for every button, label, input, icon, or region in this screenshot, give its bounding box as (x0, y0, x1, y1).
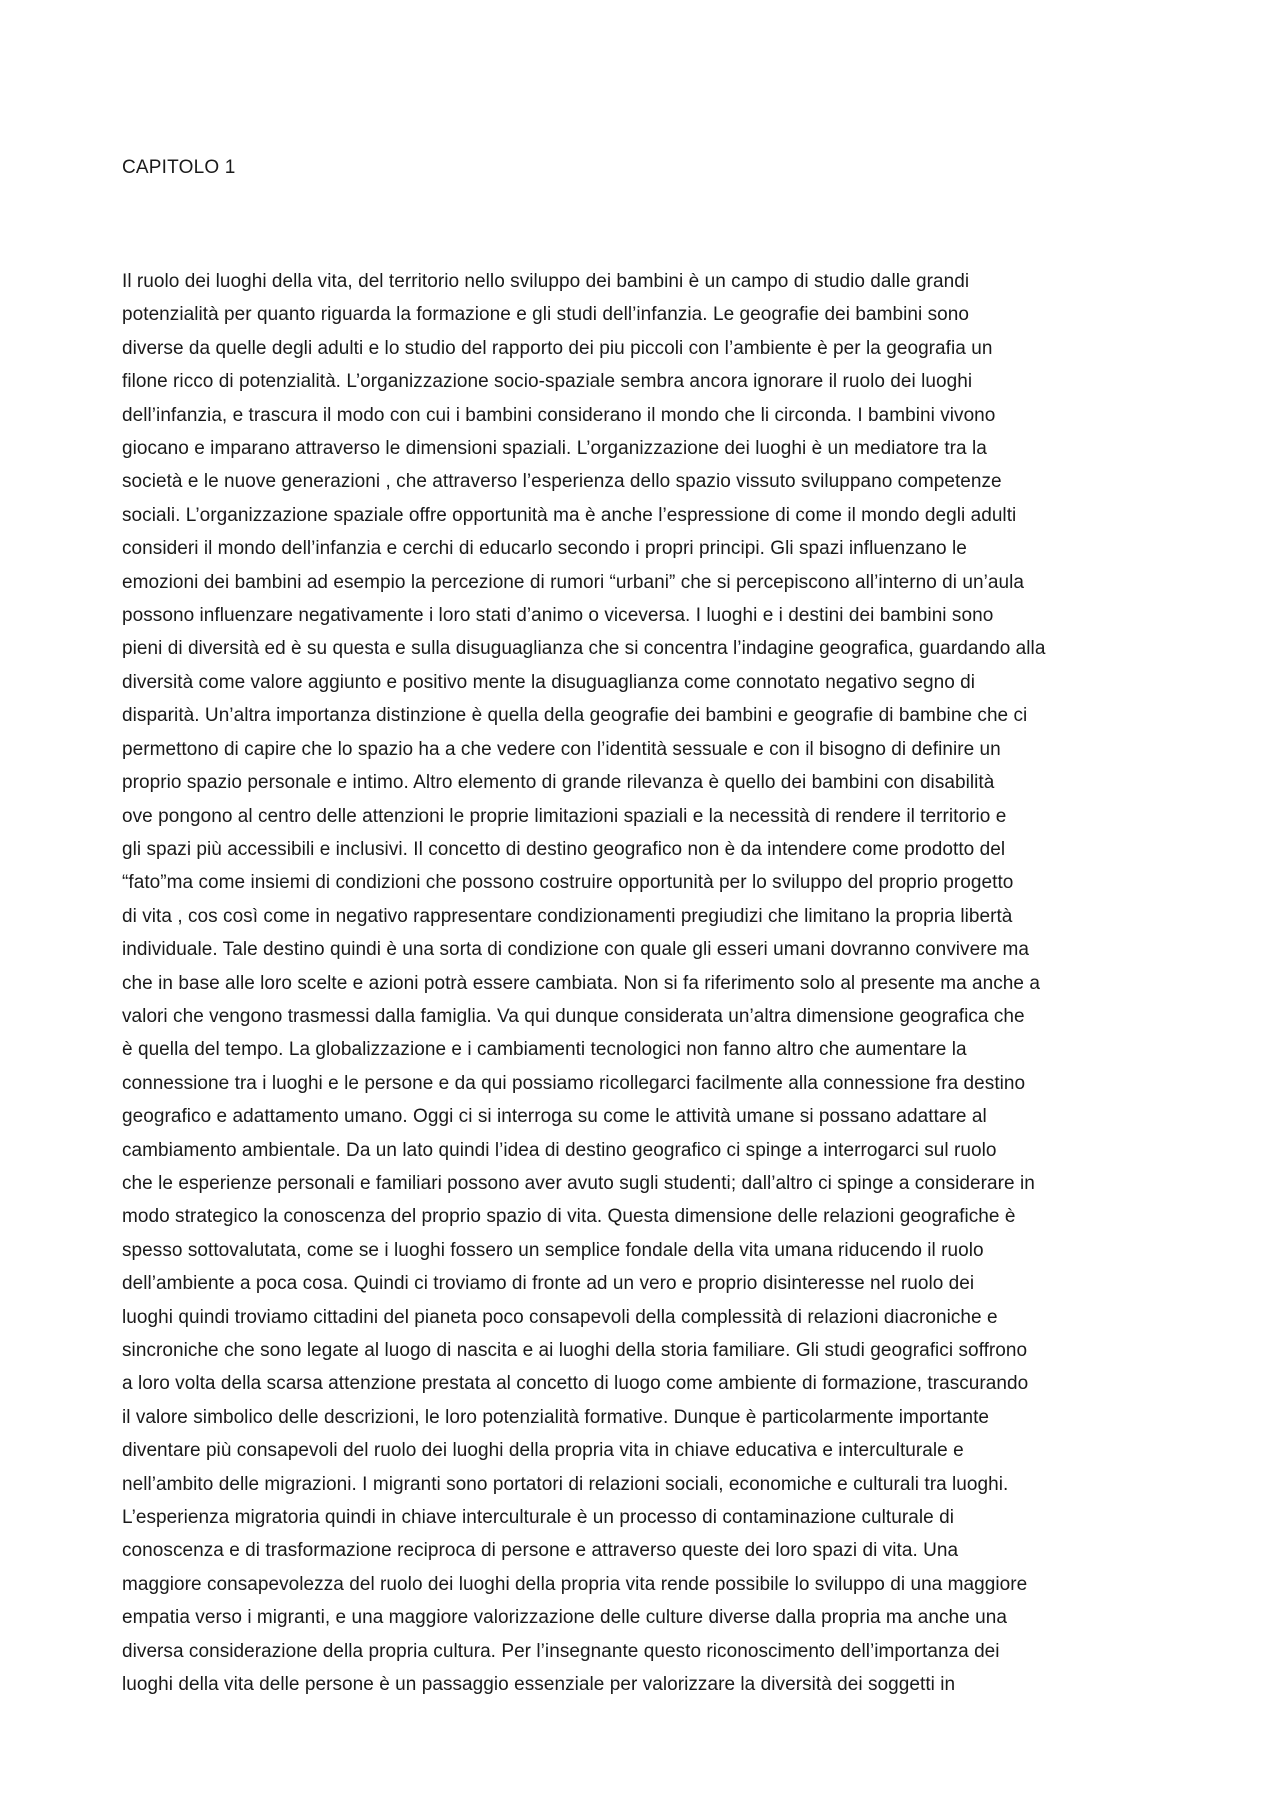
text-line: diventare più consapevoli del ruolo dei luoghi della propria vita in chiave educativa e interculturale e (122, 1440, 964, 1462)
text-line: sincroniche che sono legate al luogo di nascita e ai luoghi della storia familiare. Gli studi geografici soffrono (122, 1340, 1028, 1361)
text-line: che le esperienze personali e familiari possono aver avuto sugli studenti; dall’altro ci spinge a considerare in (122, 1172, 1035, 1194)
text-line: diverse da quelle degli adulti e lo studio del rapporto dei piu piccoli con l’ambiente è per la geografia un (122, 337, 993, 359)
body-paragraph (122, 265, 1174, 1701)
text-line: permettono di capire che lo spazio ha a che vedere con l’identità sessuale e con il bisogno di definire un (122, 738, 1001, 760)
text-line: luoghi della vita delle persone è un passaggio essenziale per valorizzare la diversità dei soggetti in (122, 1674, 956, 1696)
text-line: ove pongono al centro delle attenzioni le proprie limitazioni spaziali e la necessità di rendere il territorio e (122, 805, 1007, 827)
text-line: conoscenza e di trasformazione reciproca di persone e attraverso queste dei loro spazi di vita. Una (122, 1540, 959, 1562)
text-line: cambiamento ambientale. Da un lato quindi l’idea di destino geografico ci spinge a interrogarci sul ruolo (122, 1139, 997, 1161)
text-line: società e le nuove generazioni , che attraverso l’esperienza dello spazio vissuto sviluppano competenze (122, 471, 1002, 493)
text-line: valori che vengono trasmessi dalla famiglia. Va qui dunque considerata un’altra dimensione geografica che (122, 1005, 1025, 1027)
text-line: gli spazi più accessibili e inclusivi. Il concetto di destino geografico non è da intendere come prodotto del (122, 838, 1006, 860)
text-line: potenzialità per quanto riguarda la formazione e gli studi dell’infanzia. Le geografie dei bambini sono (122, 304, 969, 326)
text-line: dell’ambiente a poca cosa. Quindi ci troviamo di fronte ad un vero e proprio disinteresse nel ruolo dei (122, 1273, 975, 1295)
text-line: giocano e imparano attraverso le dimensioni spaziali. L’organizzazione dei luoghi è un mediatore tra la (122, 438, 987, 460)
text-line: proprio spazio personale e intimo. Altro elemento di grande rilevanza è quello dei bambini con disabilità (122, 772, 995, 794)
text-line: consideri il mondo dell’infanzia e cerchi di educarlo secondo i propri principi. Gli spazi influenzano le (122, 538, 967, 560)
text-line: spesso sottovalutata, come se i luoghi fossero un semplice fondale della vita umana riducendo il ruolo (122, 1239, 984, 1261)
text-line: filone ricco di potenzialità. L’organizzazione socio-spaziale sembra ancora ignorare il ruolo dei luoghi (122, 371, 973, 393)
text-line: “fato”ma come insiemi di condizioni che possono costruire opportunità per lo sviluppo del proprio progetto (122, 872, 1014, 894)
text-line: modo strategico la conoscenza del proprio spazio di vita. Questa dimensione delle relazioni geografiche è (122, 1206, 1016, 1228)
text-line: disparità. Un’altra importanza distinzione è quella della geografie dei bambini e geografie di bambine che ci (122, 705, 1028, 727)
text-line: L’esperienza migratoria quindi in chiave interculturale è un processo di contaminazione culturale di (122, 1507, 954, 1529)
chapter-title: CAPITOLO 1 (122, 157, 236, 178)
text-line: possono influenzare negativamente i loro stati d’animo o viceversa. I luoghi e i destini dei bambini sono (122, 605, 994, 627)
text-line: a loro volta della scarsa attenzione prestata al concetto di luogo come ambiente di formazione, trascurando (122, 1373, 1029, 1395)
text-line: nell’ambito delle migrazioni. I migranti sono portatori di relazioni sociali, economiche e culturali tra luoghi. (122, 1473, 1009, 1495)
text-line: pieni di diversità ed è su questa e sulla disuguaglianza che si concentra l’indagine geografica, guardando alla (122, 638, 1046, 660)
text-line: che in base alle loro scelte e azioni potrà essere cambiata. Non si fa riferimento solo al presente ma anche a (122, 972, 1040, 994)
text-line: Il ruolo dei luoghi della vita, del territorio nello sviluppo dei bambini è un campo di studio dalle grandi (122, 271, 970, 292)
text-line: luoghi quindi troviamo cittadini del pianeta poco consapevoli della complessità di relazioni diacroniche e (122, 1306, 998, 1328)
text-line: emozioni dei bambini ad esempio la percezione di rumori “urbani” che si percepiscono all’interno di un’aula (122, 571, 1025, 593)
text-line: empatia verso i migranti, e una maggiore valorizzazione delle culture diverse dalla propria ma anche una (122, 1607, 1007, 1629)
text-line: maggiore consapevolezza del ruolo dei luoghi della propria vita rende possibile lo sviluppo di una maggiore (122, 1573, 1028, 1595)
text-line: geografico e adattamento umano. Oggi ci si interroga su come le attività umane si possano adattare al (122, 1106, 987, 1128)
text-line: sociali. L’organizzazione spaziale offre opportunità ma è anche l’espressione di come il mondo degli adulti (122, 504, 1017, 526)
text-line: individuale. Tale destino quindi è una sorta di condizione con quale gli esseri umani dovranno convivere ma (122, 939, 1030, 961)
text-line: connessione tra i luoghi e le persone e da qui possiamo ricollegarci facilmente alla connessione fra destino (122, 1072, 1026, 1094)
text-line: diversità come valore aggiunto e positivo mente la disuguaglianza come connotato negativo segno di (122, 671, 976, 693)
text-line: dell’infanzia, e trascura il modo con cui i bambini considerano il mondo che li circonda. I bambini vivono (122, 404, 996, 426)
text-line: il valore simbolico delle descrizioni, le loro potenzialità formative. Dunque è particolarmente importante (122, 1406, 990, 1428)
text-line: è quella del tempo. La globalizzazione e i cambiamenti tecnologici non fanno altro che aumentare la (122, 1039, 967, 1061)
text-line: diversa considerazione della propria cultura. Per l’insegnante questo riconoscimento dell’importanza dei (122, 1640, 1000, 1662)
text-line: di vita , cos così come in negativo rappresentare condizionamenti pregiudizi che limitano la propria libertà (122, 905, 1013, 927)
